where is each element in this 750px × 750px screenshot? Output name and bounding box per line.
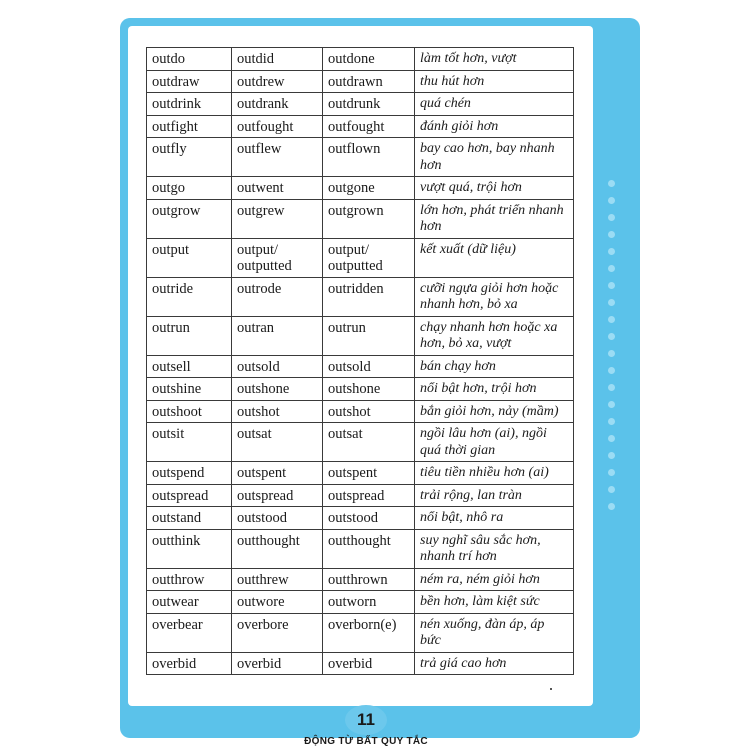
base-form-cell: overbear <box>147 613 232 652</box>
table-row <box>147 507 574 530</box>
base-form-cell: overbid <box>147 652 232 675</box>
meaning-cell: bền hơn, làm kiệt sức <box>415 591 574 614</box>
past-participle-cell: outthrown <box>323 568 415 591</box>
meaning-cell: làm tốt hơn, vượt <box>415 48 574 71</box>
table-row <box>147 652 574 675</box>
past-simple-cell: outfought <box>232 115 323 138</box>
meaning-cell: bán chạy hơn <box>415 355 574 378</box>
dot <box>608 214 615 221</box>
table-row <box>147 529 574 568</box>
table-row <box>147 316 574 355</box>
table-row <box>147 93 574 116</box>
base-form-cell: outgrow <box>147 199 232 238</box>
past-participle-cell: outrun <box>323 316 415 355</box>
dot <box>608 384 615 391</box>
past-simple-cell: output/ outputted <box>232 238 323 277</box>
past-simple-cell: outwore <box>232 591 323 614</box>
past-simple-cell: overbore <box>232 613 323 652</box>
meaning-cell: đánh giỏi hơn <box>415 115 574 138</box>
table-row <box>147 378 574 401</box>
irregular-verbs-table <box>146 47 574 675</box>
base-form-cell: output <box>147 238 232 277</box>
table-row <box>147 48 574 71</box>
past-simple-cell: outshot <box>232 400 323 423</box>
table-row <box>147 177 574 200</box>
past-participle-cell: output/ outputted <box>323 238 415 277</box>
table-row <box>147 591 574 614</box>
meaning-cell: nén xuống, đàn áp, áp bức <box>415 613 574 652</box>
dot <box>608 180 615 187</box>
past-simple-cell: outdrew <box>232 70 323 93</box>
past-simple-cell: outthought <box>232 529 323 568</box>
meaning-cell: bắn giỏi hơn, nảy (mầm) <box>415 400 574 423</box>
past-participle-cell: outdone <box>323 48 415 71</box>
verbs-table-body <box>147 48 574 675</box>
dot <box>608 248 615 255</box>
base-form-cell: outsell <box>147 355 232 378</box>
base-form-cell: outspend <box>147 462 232 485</box>
past-participle-cell: outdrunk <box>323 93 415 116</box>
dot <box>608 316 615 323</box>
past-simple-cell: outrode <box>232 277 323 316</box>
base-form-cell: outfight <box>147 115 232 138</box>
past-participle-cell: outstood <box>323 507 415 530</box>
base-form-cell: outstand <box>147 507 232 530</box>
meaning-cell: suy nghĩ sâu sắc hơn, nhanh trí hơn <box>415 529 574 568</box>
past-participle-cell: outgrown <box>323 199 415 238</box>
dot <box>608 503 615 510</box>
meaning-cell: bay cao hơn, bay nhanh hơn <box>415 138 574 177</box>
past-participle-cell: outthought <box>323 529 415 568</box>
past-simple-cell: outgrew <box>232 199 323 238</box>
past-simple-cell: overbid <box>232 652 323 675</box>
dot <box>608 282 615 289</box>
past-participle-cell: outsold <box>323 355 415 378</box>
table-row <box>147 199 574 238</box>
table-row <box>147 462 574 485</box>
footer-title: ĐỘNG TỪ BẤT QUY TẮC <box>304 736 428 747</box>
past-participle-cell: outworn <box>323 591 415 614</box>
dot <box>608 452 615 459</box>
meaning-cell: ném ra, ném giỏi hơn <box>415 568 574 591</box>
page-number-badge <box>345 705 387 735</box>
dot <box>608 418 615 425</box>
meaning-cell: chạy nhanh hơn hoặc xa hơn, bỏ xa, vượt <box>415 316 574 355</box>
meaning-cell: cưỡi ngựa giỏi hơn hoặc nhanh hơn, bỏ xa <box>415 277 574 316</box>
mark <box>550 688 552 690</box>
meaning-cell: tiêu tiền nhiều hơn (ai) <box>415 462 574 485</box>
base-form-cell: outdrink <box>147 93 232 116</box>
past-participle-cell: outshot <box>323 400 415 423</box>
past-participle-cell: outfought <box>323 115 415 138</box>
past-simple-cell: outsat <box>232 423 323 462</box>
dot <box>608 299 615 306</box>
past-participle-cell: overborn(e) <box>323 613 415 652</box>
base-form-cell: outshoot <box>147 400 232 423</box>
table-row <box>147 115 574 138</box>
past-participle-cell: outridden <box>323 277 415 316</box>
table-row <box>147 138 574 177</box>
dot <box>608 469 615 476</box>
past-participle-cell: outdrawn <box>323 70 415 93</box>
dot <box>608 367 615 374</box>
dot <box>608 265 615 272</box>
dot <box>608 435 615 442</box>
base-form-cell: outdo <box>147 48 232 71</box>
meaning-cell: trả giá cao hơn <box>415 652 574 675</box>
meaning-cell: nổi bật hơn, trội hơn <box>415 378 574 401</box>
meaning-cell: lớn hơn, phát triển nhanh hơn <box>415 199 574 238</box>
meaning-cell: thu hút hơn <box>415 70 574 93</box>
past-simple-cell: outflew <box>232 138 323 177</box>
past-simple-cell: outstood <box>232 507 323 530</box>
dot <box>608 486 615 493</box>
meaning-cell: ngồi lâu hơn (ai), ngồi quá thời gian <box>415 423 574 462</box>
past-simple-cell: outran <box>232 316 323 355</box>
dot <box>608 231 615 238</box>
dot <box>608 197 615 204</box>
table-row <box>147 238 574 277</box>
past-simple-cell: outshone <box>232 378 323 401</box>
base-form-cell: outgo <box>147 177 232 200</box>
base-form-cell: outride <box>147 277 232 316</box>
base-form-cell: outsit <box>147 423 232 462</box>
past-simple-cell: outwent <box>232 177 323 200</box>
past-participle-cell: outgone <box>323 177 415 200</box>
decorative-dots <box>606 180 620 520</box>
past-participle-cell: outshone <box>323 378 415 401</box>
table-row <box>147 484 574 507</box>
meaning-cell: nổi bật, nhô ra <box>415 507 574 530</box>
meaning-cell: kết xuất (dữ liệu) <box>415 238 574 277</box>
table-row <box>147 568 574 591</box>
base-form-cell: outdraw <box>147 70 232 93</box>
table-row <box>147 355 574 378</box>
past-participle-cell: outspent <box>323 462 415 485</box>
past-simple-cell: outdrank <box>232 93 323 116</box>
base-form-cell: outwear <box>147 591 232 614</box>
meaning-cell: vượt quá, trội hơn <box>415 177 574 200</box>
page-number: 11 <box>357 710 375 729</box>
past-simple-cell: outspread <box>232 484 323 507</box>
past-participle-cell: outsat <box>323 423 415 462</box>
base-form-cell: outthrow <box>147 568 232 591</box>
dot <box>608 350 615 357</box>
base-form-cell: outshine <box>147 378 232 401</box>
past-participle-cell: outspread <box>323 484 415 507</box>
dot <box>608 333 615 340</box>
meaning-cell: quá chén <box>415 93 574 116</box>
base-form-cell: outfly <box>147 138 232 177</box>
past-participle-cell: overbid <box>323 652 415 675</box>
base-form-cell: outthink <box>147 529 232 568</box>
base-form-cell: outspread <box>147 484 232 507</box>
table-row <box>147 70 574 93</box>
base-form-cell: outrun <box>147 316 232 355</box>
past-simple-cell: outspent <box>232 462 323 485</box>
table-row <box>147 277 574 316</box>
past-simple-cell: outsold <box>232 355 323 378</box>
past-participle-cell: outflown <box>323 138 415 177</box>
dot <box>608 401 615 408</box>
table-row <box>147 613 574 652</box>
table-row <box>147 423 574 462</box>
past-simple-cell: outdid <box>232 48 323 71</box>
meaning-cell: trải rộng, lan tràn <box>415 484 574 507</box>
past-simple-cell: outthrew <box>232 568 323 591</box>
table-row <box>147 400 574 423</box>
